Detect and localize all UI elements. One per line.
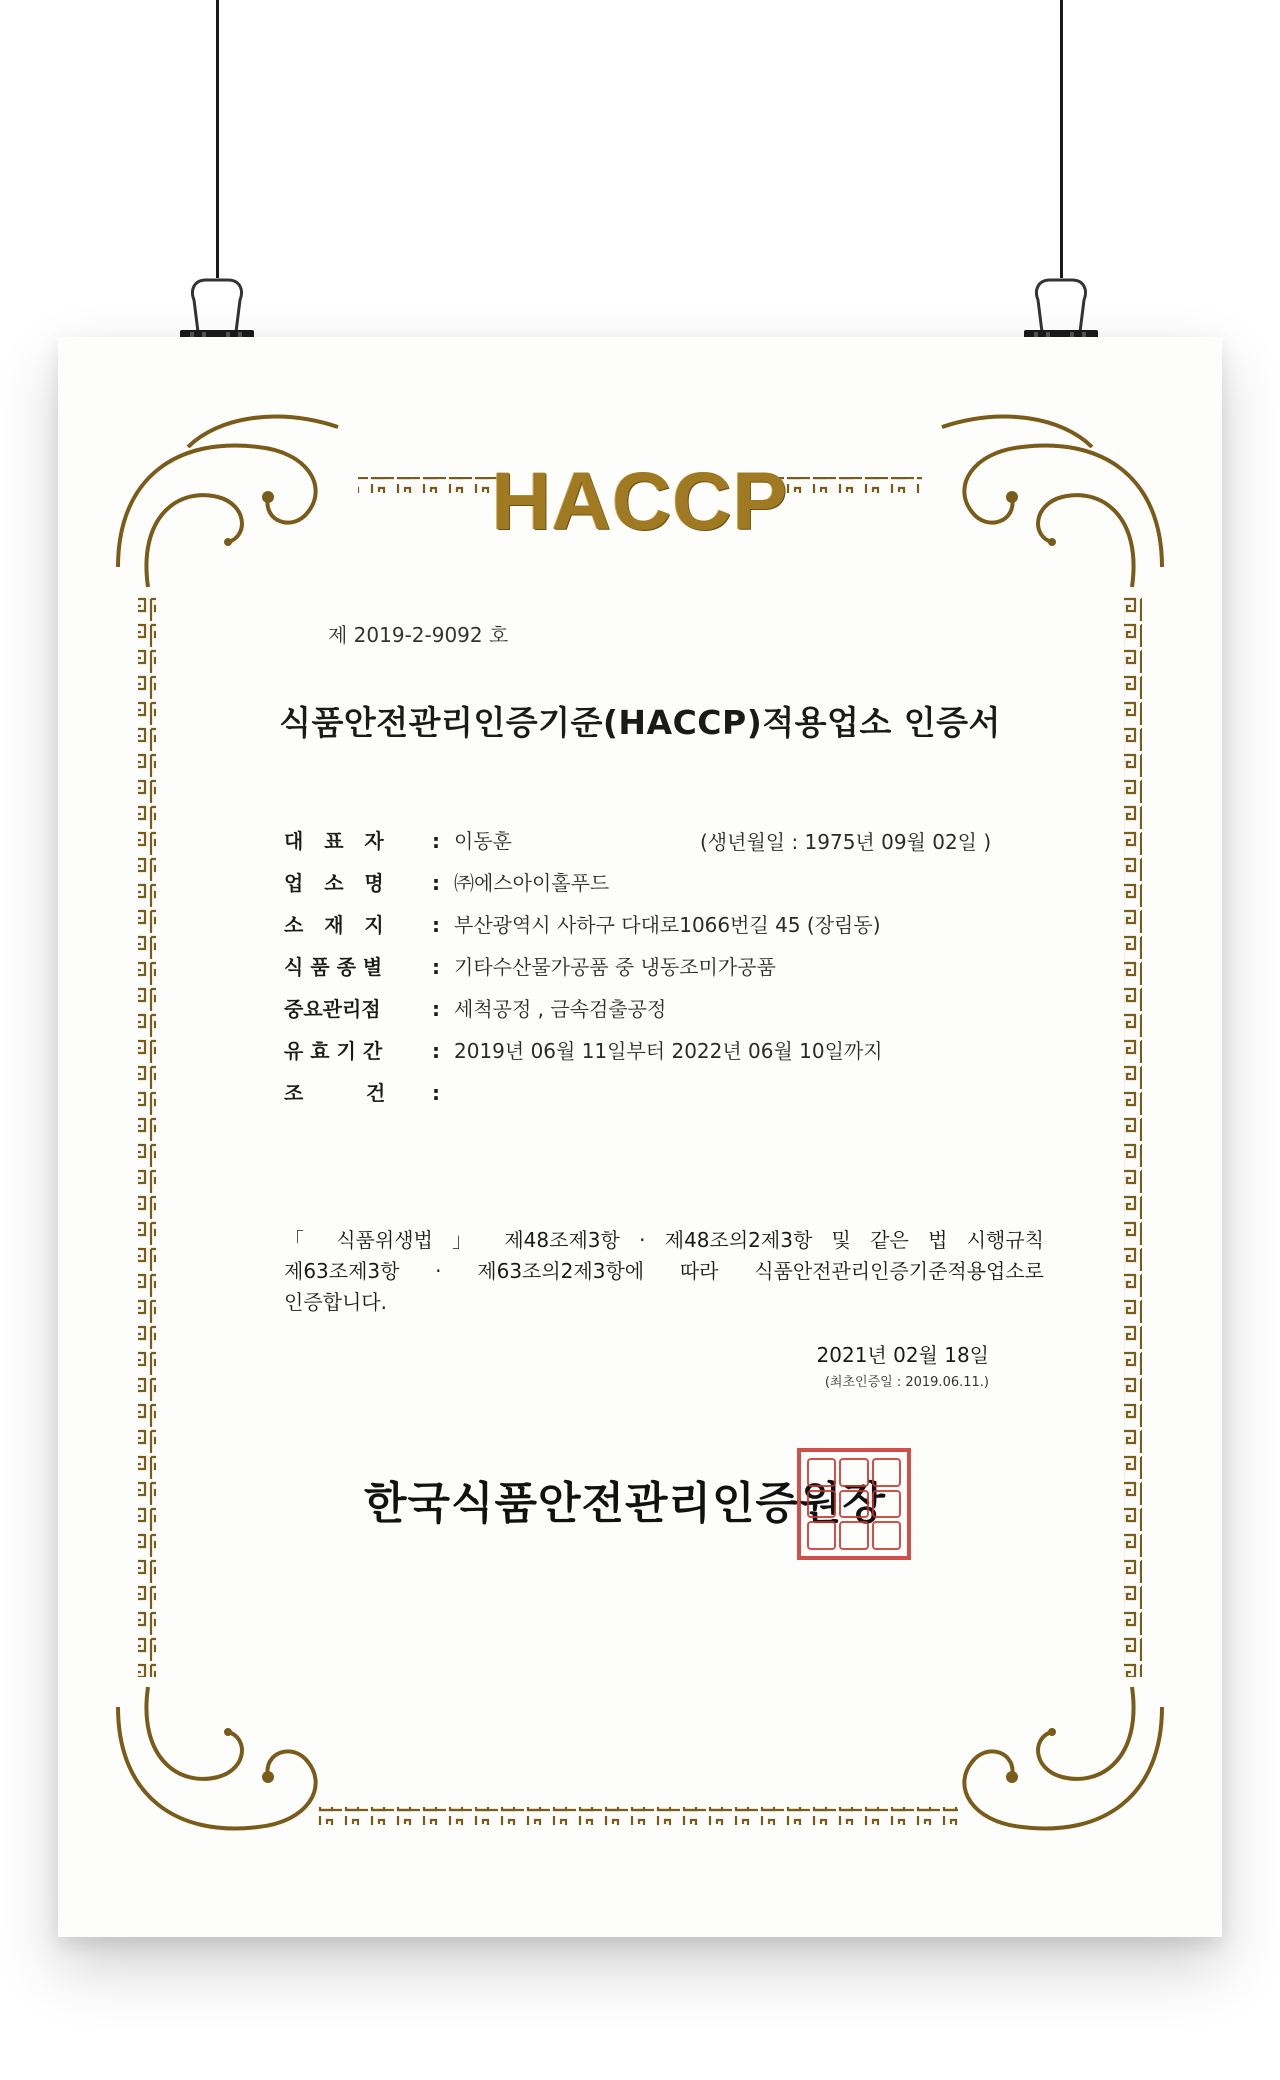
certificate-poster xyxy=(58,337,1222,1937)
haccp-logo-text: HACCP xyxy=(491,456,789,547)
field-address xyxy=(284,909,881,938)
field-value: ㈜에스아이홀푸드 xyxy=(454,871,610,895)
field-value: 기타수산물가공품 중 냉동조미가공품 xyxy=(454,955,776,979)
field-value: 세척공정 , 금속검출공정 xyxy=(454,997,667,1021)
statement-line-3: 인증합니다. xyxy=(284,1290,387,1314)
issue-date: 2021년 02월 18일 xyxy=(816,1343,989,1367)
field-representative xyxy=(284,825,512,854)
field-label: 중요관리점 xyxy=(284,997,381,1021)
field-label: 조 건 xyxy=(284,1081,386,1105)
field-label: 소 재 지 xyxy=(284,913,384,937)
field-critical-control-point xyxy=(284,993,666,1022)
field-colon: : xyxy=(432,1081,440,1105)
issuer-name: 한국식품안전관리인증원장 xyxy=(364,1478,887,1529)
statement-line-1: 「 식품위생법 」 제48조제3항 · 제48조의2제3항 및 같은 법 시행규칙 xyxy=(284,1228,1044,1252)
field-food-type xyxy=(284,951,776,980)
certification-statement xyxy=(284,1225,1044,1318)
field-business-name xyxy=(284,867,609,896)
ornamental-frame xyxy=(58,337,1222,1937)
first-certification-date: (최초인증일 : 2019.06.11.) xyxy=(824,1375,989,1390)
hanging-wire-right xyxy=(1060,0,1063,278)
field-colon: : xyxy=(432,997,440,1021)
field-colon: : xyxy=(432,1039,440,1063)
field-value: 부산광역시 사하구 다대로1066번길 45 (장림동) xyxy=(454,913,881,937)
field-conditions xyxy=(284,1077,454,1106)
field-label: 대 표 자 xyxy=(284,829,384,853)
field-colon: : xyxy=(432,913,440,937)
official-seal-icon xyxy=(797,1448,911,1560)
field-validity-period xyxy=(284,1035,883,1064)
field-value: 이동훈 xyxy=(454,829,512,853)
field-colon: : xyxy=(432,829,440,853)
statement-line-2: 제63조제3항 · 제63조의2제3항에 따라 식품안전관리인증기준적용업소로 xyxy=(284,1259,1044,1283)
field-colon: : xyxy=(432,955,440,979)
hanging-wire-left xyxy=(216,0,219,278)
field-colon: : xyxy=(432,871,440,895)
field-value: 2019년 06월 11일부터 2022년 06월 10일까지 xyxy=(454,1039,883,1063)
birth-date: (생년월일 : 1975년 09월 02일 ) xyxy=(700,830,992,854)
certificate-number: 제 2019-2-9092 호 xyxy=(328,623,509,647)
field-label: 식 품 종 별 xyxy=(284,955,383,979)
field-label: 업 소 명 xyxy=(284,871,384,895)
document-title: 식품안전관리인증기준(HACCP)적용업소 인증서 xyxy=(279,703,1001,742)
field-label: 유 효 기 간 xyxy=(284,1039,383,1063)
